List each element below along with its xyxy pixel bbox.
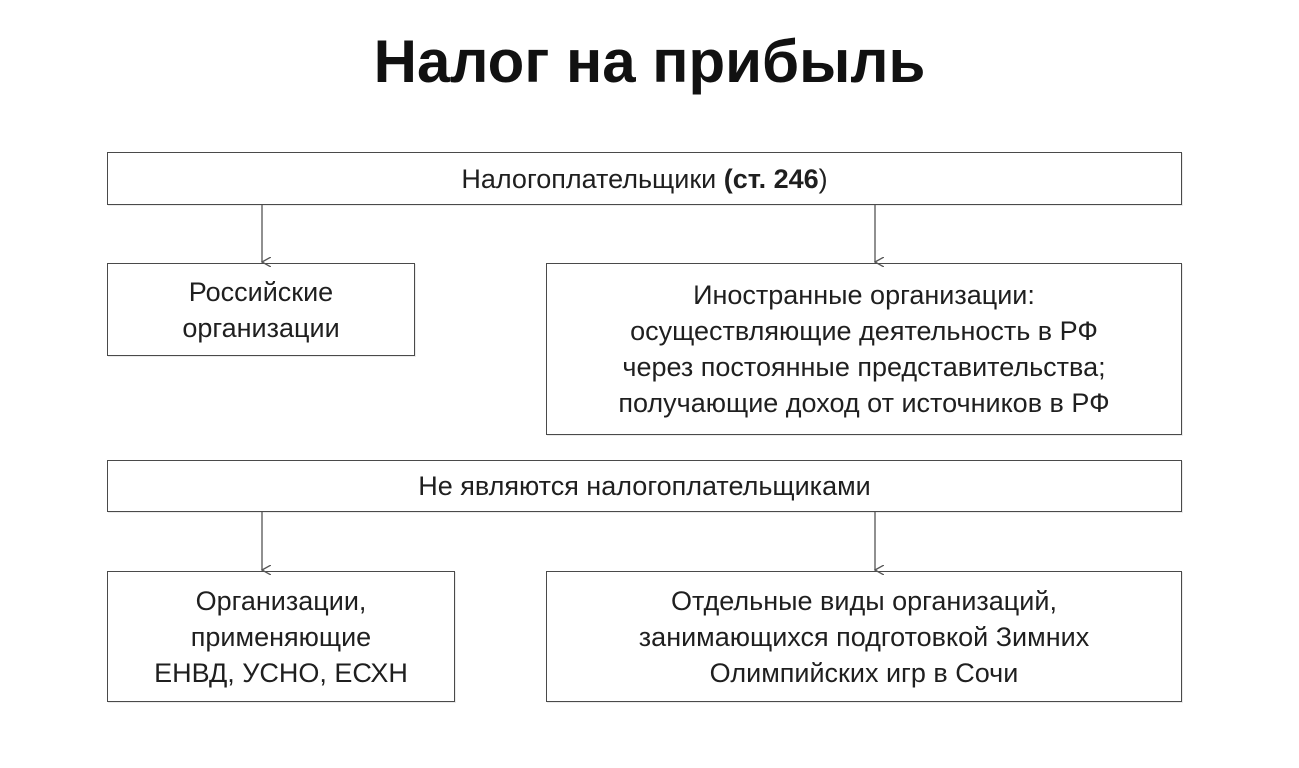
special-regime-line-3: ЕНВД, УСНО, ЕСХН [154, 657, 408, 688]
olympic-organizations-line-1: Отдельные виды организаций, [671, 585, 1057, 616]
foreign-organizations-line-4: получающие доход от источников в РФ [618, 388, 1110, 418]
olympic-organizations-line-3: Олимпийских игр в Сочи [709, 657, 1019, 688]
foreign-organizations-line-2: осуществляющие деятельность в РФ [630, 316, 1098, 346]
russian-organizations-line-2: организации [182, 312, 340, 343]
taxpayers-article: (ст. 246 [723, 163, 819, 194]
taxpayers-article-close: ) [818, 163, 828, 194]
special-regime-line-1: Организации, [195, 585, 367, 616]
olympic-organizations-line-2: занимающихся подготовкой Зимних [638, 621, 1090, 652]
non-taxpayers-label: Не являются налогоплательщиками [418, 471, 871, 501]
foreign-organizations-line-1: Иностранные организации: [693, 280, 1035, 310]
taxpayers-label: Налогоплательщики [461, 163, 724, 194]
russian-organizations-line-1: Российские [188, 276, 334, 307]
foreign-organizations-line-3: через постоянные представительства; [622, 352, 1106, 382]
page-title: Налог на прибыль [373, 28, 926, 95]
special-regime-line-2: применяющие [190, 621, 372, 652]
